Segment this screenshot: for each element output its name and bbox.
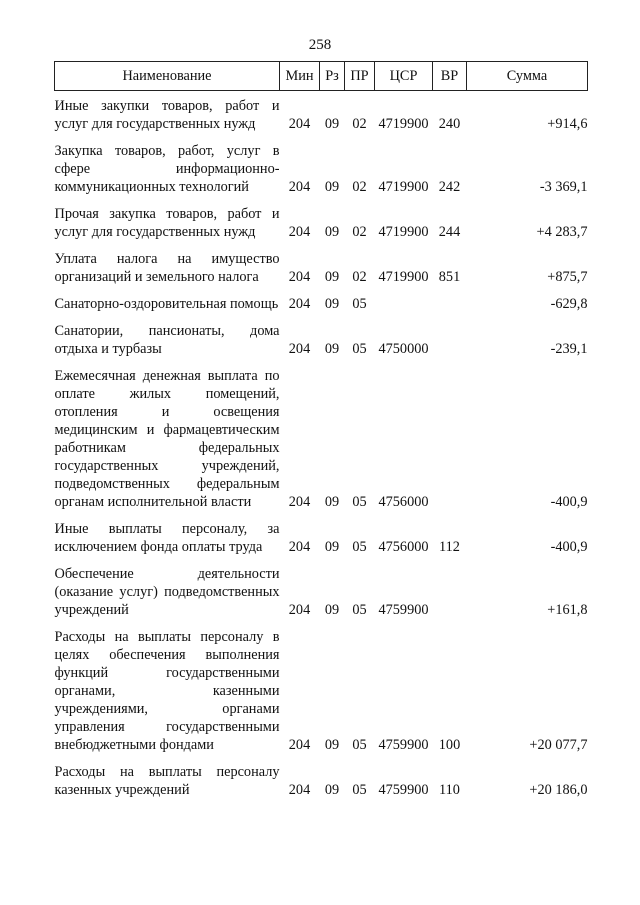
row-sum: +875,7 <box>547 269 588 285</box>
row-vr: 244 <box>438 224 461 240</box>
table-row <box>55 322 588 367</box>
column-header-csr: ЦСР <box>375 62 433 91</box>
row-vr: 110 <box>439 782 460 798</box>
row-min: 204 <box>288 179 311 195</box>
row-rz: 09 <box>324 179 340 195</box>
row-csr: 4759900 <box>378 602 429 618</box>
row-name: Санатории, пансионаты, дома отдыха и турбазы <box>54 323 280 357</box>
row-sum: +161,8 <box>547 602 588 618</box>
row-rz: 09 <box>324 782 340 798</box>
row-min: 204 <box>288 269 311 285</box>
row-sum: +4 283,7 <box>536 224 588 240</box>
row-csr: 4756000 <box>378 494 429 510</box>
table-row <box>55 91 588 143</box>
row-name: Ежемесячная денежная выплата по оплате жилых помещений, отопления и освещения медицинским и фармацевтическим работникам федеральных государственных учреждений, подведомственных федеральным органам исполнительной власти <box>54 368 280 510</box>
row-vr: 242 <box>438 179 461 195</box>
row-min: 204 <box>288 539 311 555</box>
table-header-row <box>55 62 588 91</box>
row-csr: 4719900 <box>378 224 429 240</box>
row-min: 204 <box>288 602 311 618</box>
table-row <box>55 565 588 628</box>
row-min: 204 <box>288 494 311 510</box>
row-min: 204 <box>288 224 311 240</box>
row-name: Уплата налога на имущество организаций и земельного налога <box>54 251 280 285</box>
table-row <box>55 763 588 808</box>
row-rz: 09 <box>324 539 340 555</box>
row-name: Расходы на выплаты персоналу в целях обеспечения выполнения функций государственными органами, казенными учреждениями, органами управления государственными внебюджетными фондами <box>54 629 280 753</box>
page-number: 258 <box>308 37 332 53</box>
row-csr: 4719900 <box>378 116 429 132</box>
column-header-vr: ВР <box>433 62 467 91</box>
row-name: Иные закупки товаров, работ и услуг для государственных нужд <box>54 98 280 132</box>
row-vr: 851 <box>438 269 461 285</box>
row-pr: 02 <box>352 269 367 285</box>
budget-table <box>54 61 588 808</box>
row-sum: -400,9 <box>550 494 588 510</box>
row-vr: 112 <box>439 539 460 555</box>
table-row <box>55 142 588 205</box>
row-pr: 05 <box>352 494 367 510</box>
row-name: Расходы на выплаты персоналу казенных учреждений <box>54 764 280 798</box>
table-row <box>55 205 588 250</box>
row-name: Обеспечение деятельности (оказание услуг) подведомственных учреждений <box>54 566 280 618</box>
row-name: Закупка товаров, работ, услуг в сфере информационно-коммуникационных технологий <box>54 143 280 195</box>
table-row <box>55 520 588 565</box>
row-csr: 4719900 <box>378 179 429 195</box>
row-rz: 09 <box>324 341 340 357</box>
row-min: 204 <box>288 341 311 357</box>
row-vr: 100 <box>438 737 461 753</box>
row-rz: 09 <box>324 269 340 285</box>
column-header-rz: Рз <box>320 62 345 91</box>
row-pr: 05 <box>352 602 367 618</box>
row-pr: 02 <box>352 179 367 195</box>
column-header-min: Мин <box>280 62 320 91</box>
table-row <box>55 250 588 295</box>
row-name: Иные выплаты персоналу, за исключением фонда оплаты труда <box>54 521 280 555</box>
table-row <box>55 367 588 520</box>
row-vr: 240 <box>438 116 461 132</box>
row-vr <box>433 367 467 520</box>
row-sum: +20 186,0 <box>529 782 588 798</box>
row-sum: +20 077,7 <box>529 737 588 753</box>
row-pr: 05 <box>352 737 367 753</box>
row-pr: 05 <box>352 296 367 312</box>
row-rz: 09 <box>324 737 340 753</box>
row-sum: +914,6 <box>547 116 588 132</box>
row-vr <box>433 295 467 322</box>
row-rz: 09 <box>324 602 340 618</box>
row-rz: 09 <box>324 224 340 240</box>
row-csr: 4719900 <box>378 269 429 285</box>
row-sum: -400,9 <box>550 539 588 555</box>
row-min: 204 <box>288 116 311 132</box>
column-header-pr: ПР <box>345 62 375 91</box>
column-header-name: Наименование <box>55 62 280 91</box>
row-pr: 05 <box>352 539 367 555</box>
row-csr: 4750000 <box>378 341 429 357</box>
row-min: 204 <box>288 782 311 798</box>
row-pr: 05 <box>352 782 367 798</box>
row-sum: -3 369,1 <box>539 179 588 195</box>
row-pr: 05 <box>352 341 367 357</box>
row-min: 204 <box>288 737 311 753</box>
table-row <box>55 295 588 322</box>
row-csr: 4759900 <box>378 782 429 798</box>
row-rz: 09 <box>324 296 340 312</box>
row-sum: -239,1 <box>550 341 588 357</box>
row-min: 204 <box>288 296 311 312</box>
row-rz: 09 <box>324 494 340 510</box>
row-name: Прочая закупка товаров, работ и услуг для государственных нужд <box>54 206 280 240</box>
row-csr: 4756000 <box>378 539 429 555</box>
row-csr <box>375 295 433 322</box>
row-pr: 02 <box>352 116 367 132</box>
column-header-sum: Сумма <box>467 62 588 91</box>
row-vr <box>433 322 467 367</box>
row-rz: 09 <box>324 116 340 132</box>
row-name: Санаторно-оздоровительная помощь <box>54 296 279 312</box>
row-csr: 4759900 <box>378 737 429 753</box>
row-sum: -629,8 <box>550 296 588 312</box>
row-vr <box>433 565 467 628</box>
row-pr: 02 <box>352 224 367 240</box>
table-row <box>55 628 588 763</box>
